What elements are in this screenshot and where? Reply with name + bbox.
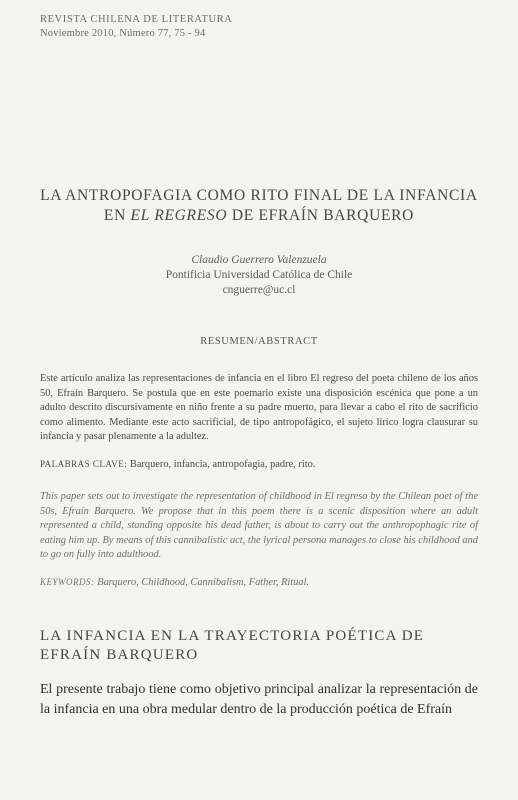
author-affiliation: Pontificia Universidad Católica de Chile [165,269,353,281]
journal-name: REVISTA CHILENA DE LITERATURA [40,14,233,25]
author-name: Claudio Guerrero Valenzuela [191,254,327,266]
author-block [0,253,518,298]
title-part-1: LA ANTROPOFAGIA COMO RITO FINAL DE LA INFANCIA EN [40,187,478,224]
abstract-heading: RESUMEN/ABSTRACT [200,336,318,347]
author-email: cnguerre@uc.cl [222,284,296,296]
section-heading: LA INFANCIA EN LA TRAYECTORIA POÉTICA DE EFRAÍN BARQUERO [40,628,425,663]
keywords-english [40,575,478,591]
keywords-label-en: KEYWORDS: [40,577,95,587]
running-header [40,13,232,41]
abstract-spanish: Este artículo analiza las representaciones de infancia en el libro El regreso del poeta chileno de los años 50, Efraín Barquero. Se postula que en este poemario existe una disposición escénica que pone a un adulto descrito discursivamente en niño frente a su padre muerto, para llevar a cabo el rito de sacrificio como alimento. Mediante este acto sacrificial, de tipo antropofágico, el sujeto lírico logra clausurar su infancia y pasar plenamente a la adultez. [40,373,478,442]
title-part-2: DE EFRAÍN BARQUERO [227,207,415,224]
title-italic-work: EL REGRESO [130,207,228,224]
keywords-spanish [40,457,478,473]
body-paragraph: El presente trabajo tiene como objetivo principal analizar la representación de la infancia en una obra medular dentro de la producción poética de Efraín [40,682,478,717]
issue-info: Noviembre 2010, Número 77, 75 - 94 [40,28,206,39]
abstract-english: This paper sets out to investigate the representation of childhood in El regreso by the Chilean poet of the 50s, Efraín Barquero. We propose that in this poem there is a scenic disposition where an adult represented a child, standing opposite his dead father, is about to carry out the anthropophagic rite of eating him up. By means of this cannibalistic act, the lyrical persona manages to close his childhood and to go on fully into adulthood. [40,491,478,560]
keywords-list: Barquero, infancia, antropofagia, padre, rito. [129,459,316,470]
keywords-label: PALABRAS CLAVE: [40,459,128,469]
keywords-list-en: Barquero, Childhood, Cannibalism, Father, Ritual. [97,577,310,588]
article-title [30,186,488,226]
